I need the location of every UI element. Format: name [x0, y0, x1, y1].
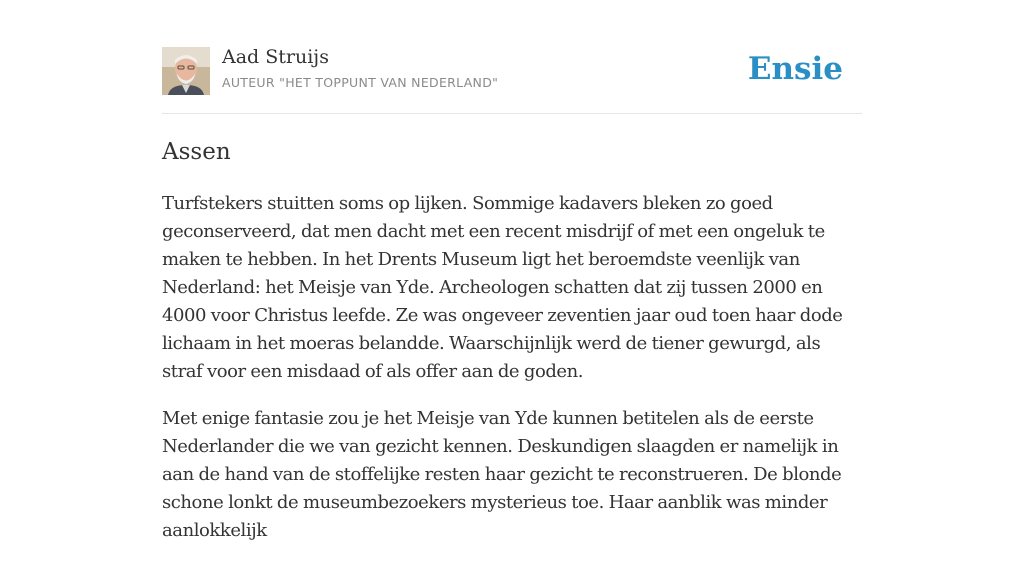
author-portrait-icon: [162, 47, 210, 95]
author-avatar[interactable]: [162, 47, 210, 95]
article-body: [162, 190, 862, 564]
author-role: AUTEUR "HET TOPPUNT VAN NEDERLAND": [222, 75, 499, 90]
article-paragraph: Met enige fantasie zou je het Meisje van Yde kunnen betitelen als de eerste Nederlander die we van gezicht kennen. Deskundigen slaagden er namelijk in aan de hand van de stoffelijke resten haar gezicht te reconstrueren. De blonde schone lonkt de museumbezoekers mysterieus toe. Haar aanblik was minder aanlokkelijk: [162, 408, 842, 541]
article-page: [162, 0, 862, 541]
author-header: [162, 0, 862, 114]
author-name[interactable]: Aad Struijs: [222, 46, 329, 68]
article-paragraph: Turfstekers stuitten soms op lijken. Sommige kadavers bleken zo goed geconserveerd, dat men dacht met een recent misdrijf of met een ongeluk te maken te hebben. In het Drents Museum ligt het beroemdste veenlijk van Nederland: het Meisje van Yde. Archeologen schatten dat zij tussen 2000 en 4000 voor Christus leefde. Ze was ongeveer zeventien jaar oud toen haar dode lichaam in het moeras belandde. Waarschijnlijk werd de tiener gewurgd, als straf voor een misdaad of als offer aan de goden.: [162, 193, 843, 382]
article-title: Assen: [162, 139, 231, 165]
ensie-logo[interactable]: Ensie: [747, 51, 843, 87]
